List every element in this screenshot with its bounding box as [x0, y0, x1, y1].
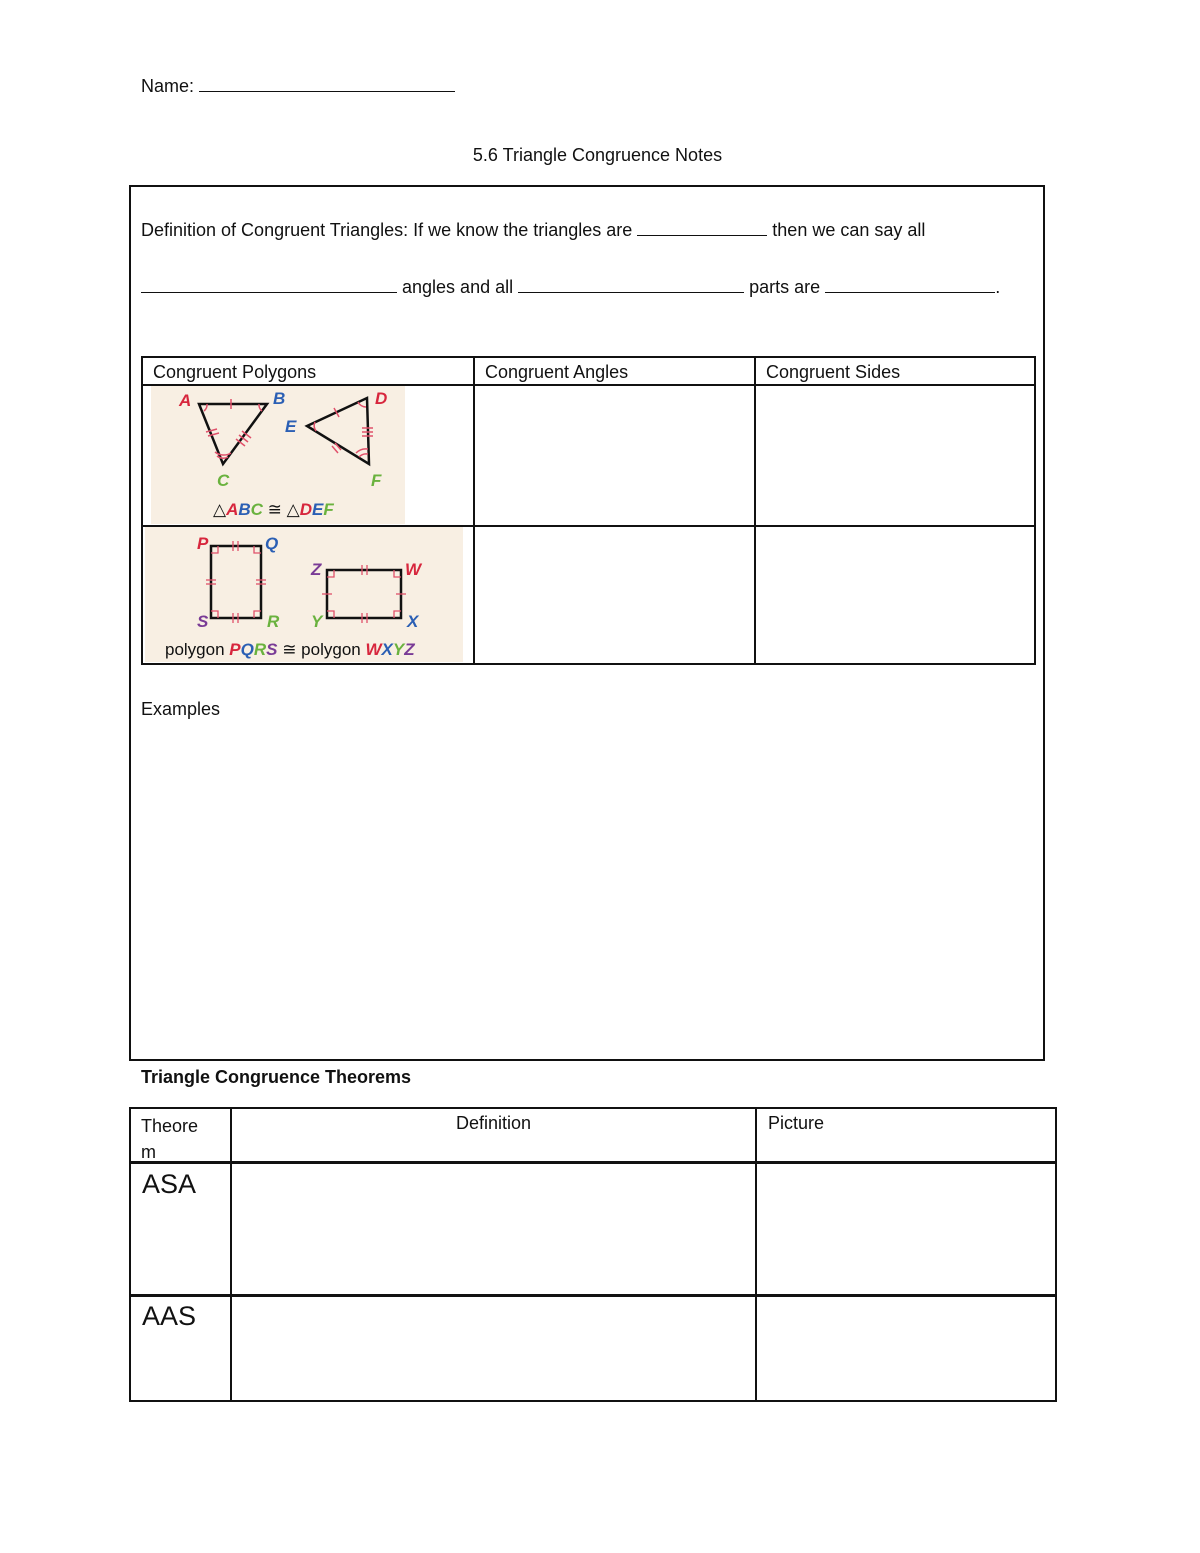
polygons-diagram — [145, 527, 463, 662]
examples-label: Examples — [141, 699, 221, 719]
theorem-aas: AAS — [142, 1301, 197, 1331]
congruent-triangles-figure — [151, 386, 405, 524]
name-field — [141, 75, 455, 97]
header-theorem: Theore m — [141, 1116, 199, 1162]
table-divider — [473, 358, 475, 663]
table-divider — [754, 358, 756, 663]
vertex-label: P — [197, 534, 209, 553]
definition-blank-1 — [637, 219, 767, 236]
triangle-congruence-statement: △ABC ≅ △DEF — [213, 500, 334, 519]
vertex-label: D — [375, 389, 388, 408]
vertex-label: Q — [265, 534, 279, 553]
vertex-label: Y — [311, 612, 323, 631]
table-divider — [755, 1109, 757, 1400]
vertex-label: A — [179, 391, 192, 410]
polygon-congruence-statement: polygon PQRS ≅ polygon WXYZ — [165, 640, 415, 659]
header-congruent-polygons: Congruent Polygons — [153, 362, 317, 382]
definition-prefix: Definition of Congruent Triangles: If we know the triangles are — [141, 220, 633, 240]
congruent-parts-table — [141, 356, 1036, 665]
congruent-polygons-figure — [145, 527, 463, 662]
header-picture: Picture — [768, 1113, 825, 1133]
table-divider — [131, 1294, 1055, 1297]
theorem-asa: ASA — [142, 1169, 197, 1199]
definition-mid: then we can say all — [772, 220, 926, 240]
name-blank — [199, 75, 455, 92]
vertex-label: W — [405, 560, 422, 579]
header-congruent-sides: Congruent Sides — [766, 362, 901, 382]
vertex-label: E — [285, 417, 297, 436]
vertex-label: X — [407, 612, 419, 631]
name-label: Name: — [141, 76, 195, 96]
table-divider — [230, 1109, 232, 1400]
definition-line-2 — [141, 276, 1000, 298]
definition-line-1 — [141, 219, 925, 241]
header-congruent-angles: Congruent Angles — [485, 362, 629, 382]
definition-parts-text: parts are — [749, 277, 821, 297]
vertex-label: R — [267, 612, 280, 631]
triangles-diagram — [151, 386, 405, 524]
definition-blank-4 — [825, 276, 995, 293]
page-title: 5.6 Triangle Congruence Notes — [472, 145, 723, 165]
theorem-table — [129, 1107, 1057, 1402]
definition-end: . — [995, 277, 1001, 297]
header-definition: Definition — [455, 1113, 532, 1133]
vertex-label: B — [273, 389, 286, 408]
vertex-label: Z — [311, 560, 322, 579]
vertex-label: F — [371, 471, 382, 490]
table-divider — [131, 1161, 1055, 1164]
definition-angles-text: angles and all — [402, 277, 514, 297]
definition-blank-2 — [141, 276, 397, 293]
vertex-label: C — [217, 471, 230, 490]
theorems-title: Triangle Congruence Theorems — [141, 1067, 412, 1087]
vertex-label: S — [197, 612, 209, 631]
definition-blank-3 — [518, 276, 744, 293]
